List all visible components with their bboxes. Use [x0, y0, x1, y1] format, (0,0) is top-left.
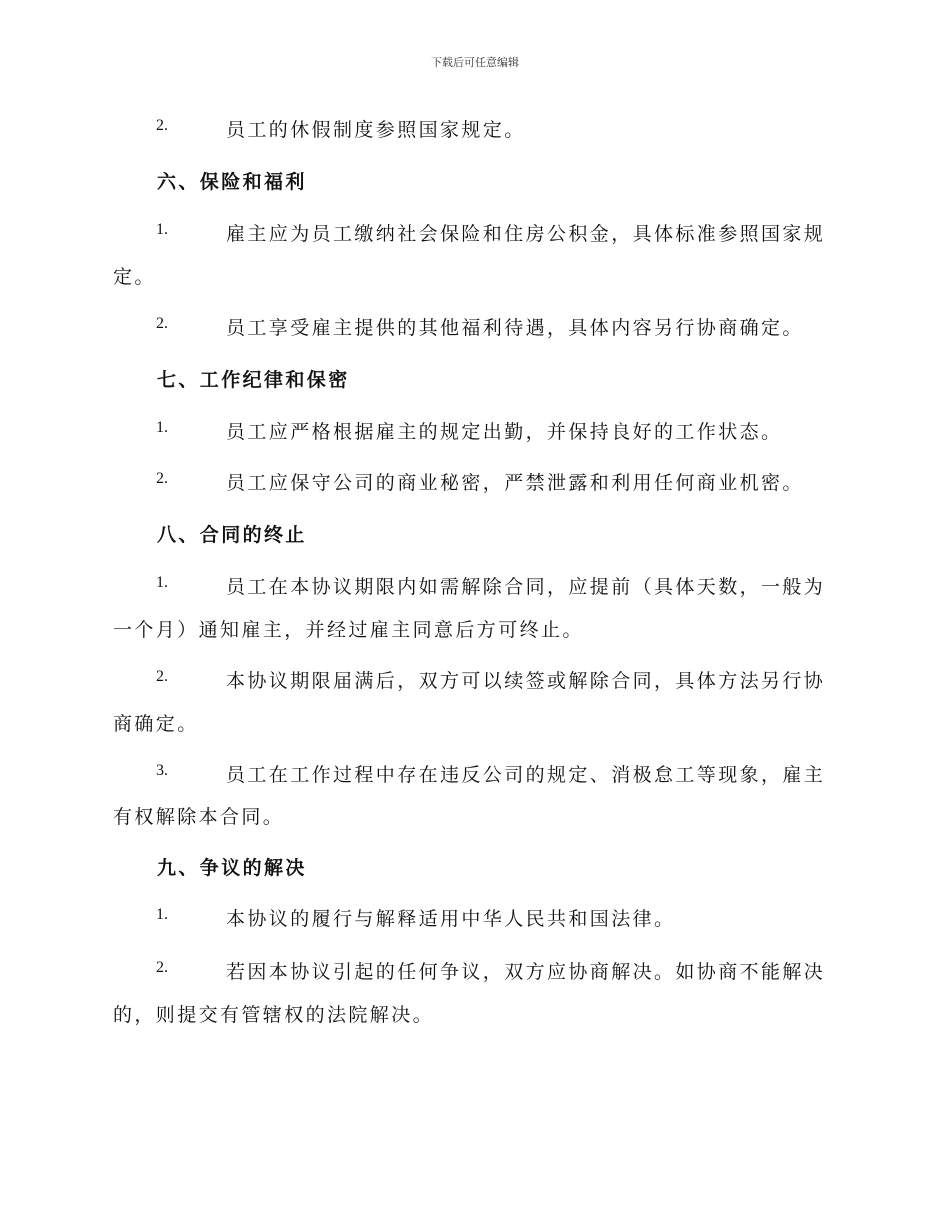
item-text: 若因本协议引起的任何争议，双方应协商解决。如协商不能解决	[226, 961, 826, 983]
item-text: 员工应保守公司的商业秘密，严禁泄露和利用任何商业机密。	[226, 472, 804, 494]
item-text: 本协议的履行与解释适用中华人民共和国法律。	[226, 908, 676, 930]
item-number: 2.	[156, 668, 168, 685]
item-text: 员工的休假制度参照国家规定。	[226, 119, 526, 141]
item-text: 本协议期限届满后，双方可以续签或解除合同，具体方法另行协	[226, 670, 826, 692]
item-number: 1.	[156, 221, 168, 238]
item-text: 员工应严格根据雇主的规定出勤，并保持良好的工作状态。	[226, 421, 783, 443]
item-text-continuation: 有权解除本合同。	[113, 806, 285, 828]
item-text-continuation: 一个月）通知雇主，并经过雇主同意后方可终止。	[113, 619, 584, 641]
item-text: 员工享受雇主提供的其他福利待遇，具体内容另行协商确定。	[226, 317, 804, 339]
item-number: 1.	[156, 419, 168, 436]
section-heading: 八、合同的终止	[157, 524, 307, 546]
item-text-continuation: 定。	[113, 266, 156, 288]
page-header: 下载后可任意编辑	[431, 56, 519, 69]
item-text-continuation: 商确定。	[113, 713, 199, 735]
section-heading: 七、工作纪律和保密	[157, 369, 350, 391]
section-heading: 六、保险和福利	[157, 171, 307, 193]
item-number: 1.	[156, 574, 168, 591]
item-number: 2.	[156, 959, 168, 976]
item-text-continuation: 的，则提交有管辖权的法院解决。	[113, 1004, 435, 1026]
item-number: 2.	[156, 117, 168, 134]
item-number: 3.	[156, 762, 168, 779]
item-text: 雇主应为员工缴纳社会保险和住房公积金，具体标准参照国家规	[226, 223, 826, 245]
item-number: 2.	[156, 470, 168, 487]
section-heading: 九、争议的解决	[157, 857, 307, 879]
item-number: 1.	[156, 906, 168, 923]
item-text: 员工在工作过程中存在违反公司的规定、消极怠工等现象，雇主	[226, 764, 826, 786]
item-number: 2.	[156, 315, 168, 332]
item-text: 员工在本协议期限内如需解除合同，应提前（具体天数，一般为	[226, 576, 826, 598]
